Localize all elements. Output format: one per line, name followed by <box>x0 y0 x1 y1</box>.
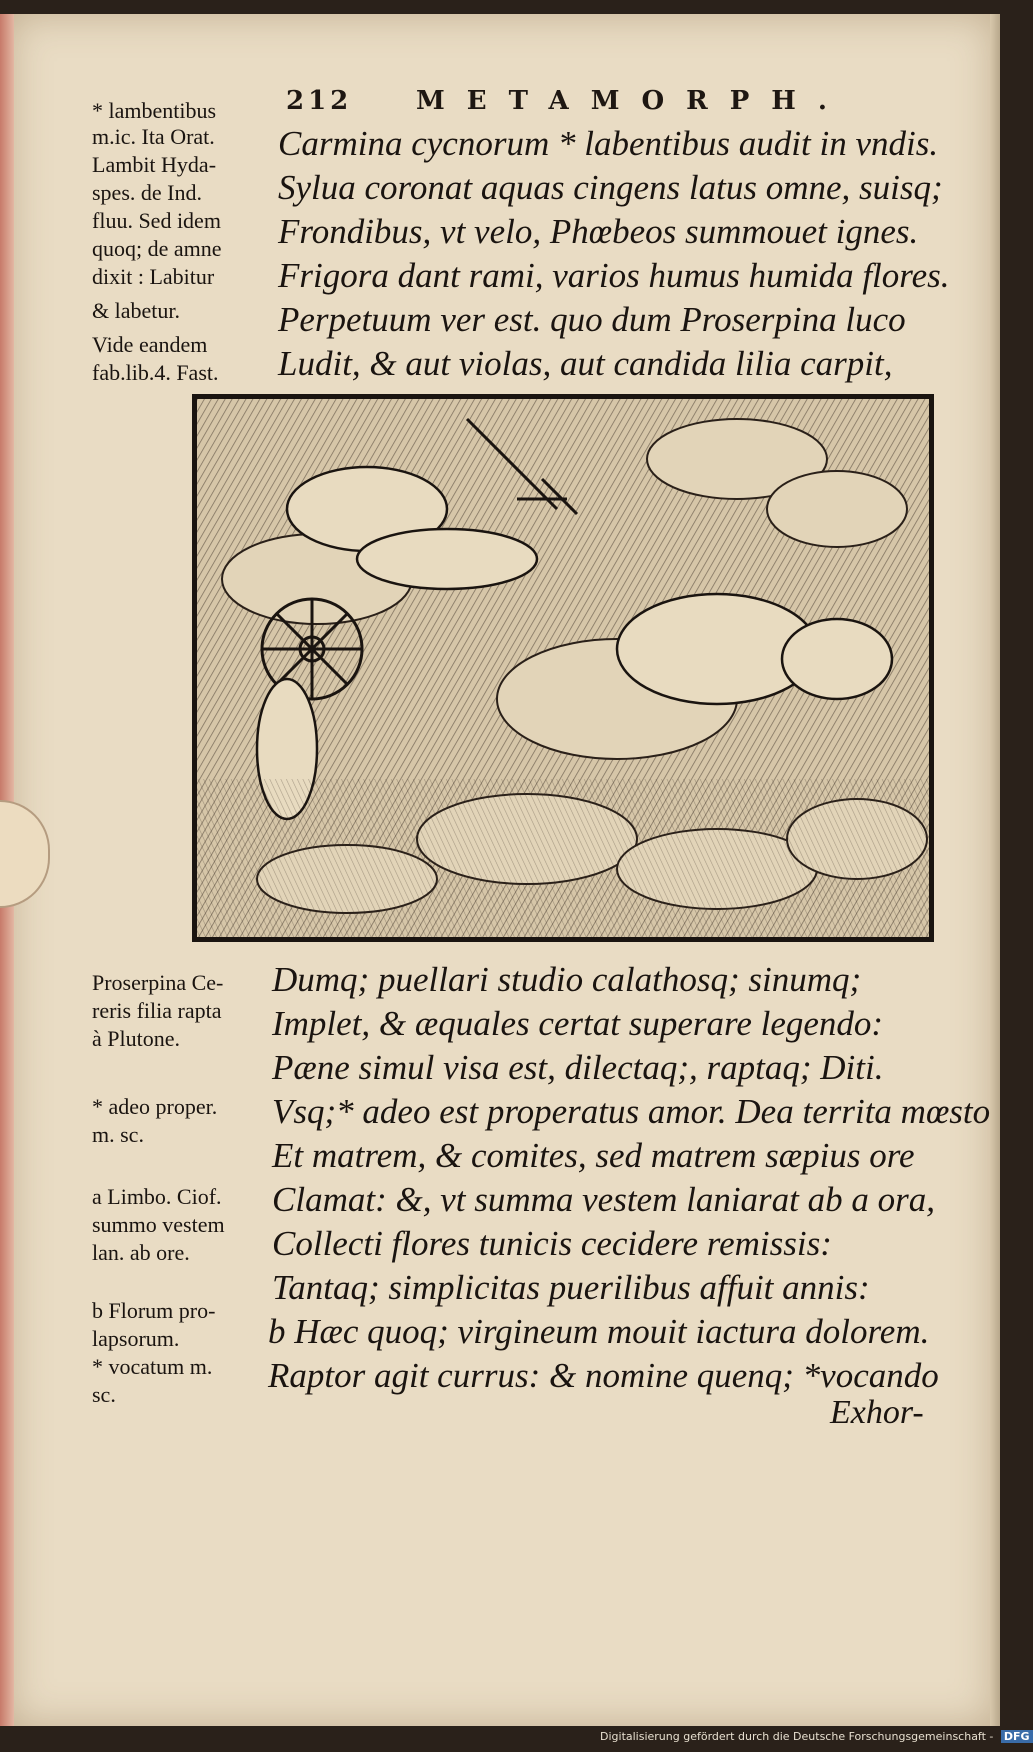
marginal-note: fluu. Sed idem <box>92 208 221 233</box>
verse-line: Frondibus, vt velo, Phœbeos summouet ignes. <box>278 212 919 251</box>
verse-line: Tantaq; simplicitas puerilibus affuit annis: <box>272 1268 870 1307</box>
verse-line: Raptor agit currus: & nomine quenq; *vocando <box>268 1356 939 1395</box>
marginal-note: Lambit Hyda- <box>92 152 217 177</box>
woodcut-illustration <box>192 394 934 942</box>
verse-line: Et matrem, & comites, sed matrem sæpius ore <box>272 1136 915 1175</box>
marginal-note: fab.lib.4. Fast. <box>92 360 219 385</box>
verse-line: Frigora dant rami, varios humus humida flores. <box>278 256 950 295</box>
verse-line: Sylua coronat aquas cingens latus omne, suisq; <box>278 168 943 207</box>
marginal-note: b Florum pro- <box>92 1298 216 1323</box>
catchword: Exhor- <box>830 1394 924 1431</box>
marginal-note: sc. <box>92 1382 116 1407</box>
verse-line: Carmina cycnorum * labentibus audit in vndis. <box>278 124 939 163</box>
verse-line: Clamat: &, vt summa vestem laniarat ab a ora, <box>272 1180 936 1219</box>
marginal-note: quoq; de amne <box>92 236 222 261</box>
marginal-note: Vide eandem <box>92 332 208 357</box>
footer-credit <box>600 1730 1030 1748</box>
verse-line: Dumq; puellari studio calathosq; sinumq; <box>272 960 862 999</box>
verse-line: b Hæc quoq; virgineum mouit iactura dolorem. <box>268 1312 930 1351</box>
marginal-note: m. sc. <box>92 1122 144 1147</box>
marginal-note: * lambentibus <box>92 98 217 123</box>
woodcut-image <box>197 399 929 937</box>
marginal-note: lan. ab ore. <box>92 1240 190 1265</box>
marginal-note: à Plutone. <box>92 1026 180 1051</box>
running-header <box>286 86 926 126</box>
footer-credit-text: Digitalisierung gefördert durch die Deutsche Forschungsgemeinschaft - <box>600 1730 994 1743</box>
marginal-note: a Limbo. Ciof. <box>92 1184 222 1209</box>
marginal-note: Proserpina Ce- <box>92 970 224 995</box>
marginal-note: summo vestem <box>92 1212 225 1237</box>
running-title: METAMORPH. <box>416 86 849 116</box>
marginal-note: * vocatum m. <box>92 1354 213 1379</box>
marginal-note: m.ic. Ita Orat. <box>92 124 215 149</box>
marginal-note: lapsorum. <box>92 1326 180 1351</box>
dfg-logo: DFG <box>1001 1730 1033 1743</box>
marginal-note: dixit : Labitur <box>92 264 215 289</box>
verse-line: Ludit, & aut violas, aut candida lilia carpit, <box>278 344 893 383</box>
verse-line: Collecti flores tunicis cecidere remissis: <box>272 1224 832 1263</box>
marginal-note: * adeo proper. <box>92 1094 218 1119</box>
marginal-note: spes. de Ind. <box>92 180 202 205</box>
verse-line: Pæne simul visa est, dilectaq;, raptaq; Diti. <box>272 1048 884 1087</box>
verse-line: Perpetuum ver est. quo dum Proserpina luco <box>278 300 906 339</box>
verse-line: Implet, & æquales certat superare legendo: <box>272 1004 884 1043</box>
marginal-note: reris filia rapta <box>92 998 222 1023</box>
verse-line: Vsq;* adeo est properatus amor. Dea territa mœsto <box>272 1092 991 1131</box>
page-edge-right <box>990 14 1000 1726</box>
marginal-note: & labetur. <box>92 298 180 323</box>
page-number: 212 <box>286 86 353 116</box>
